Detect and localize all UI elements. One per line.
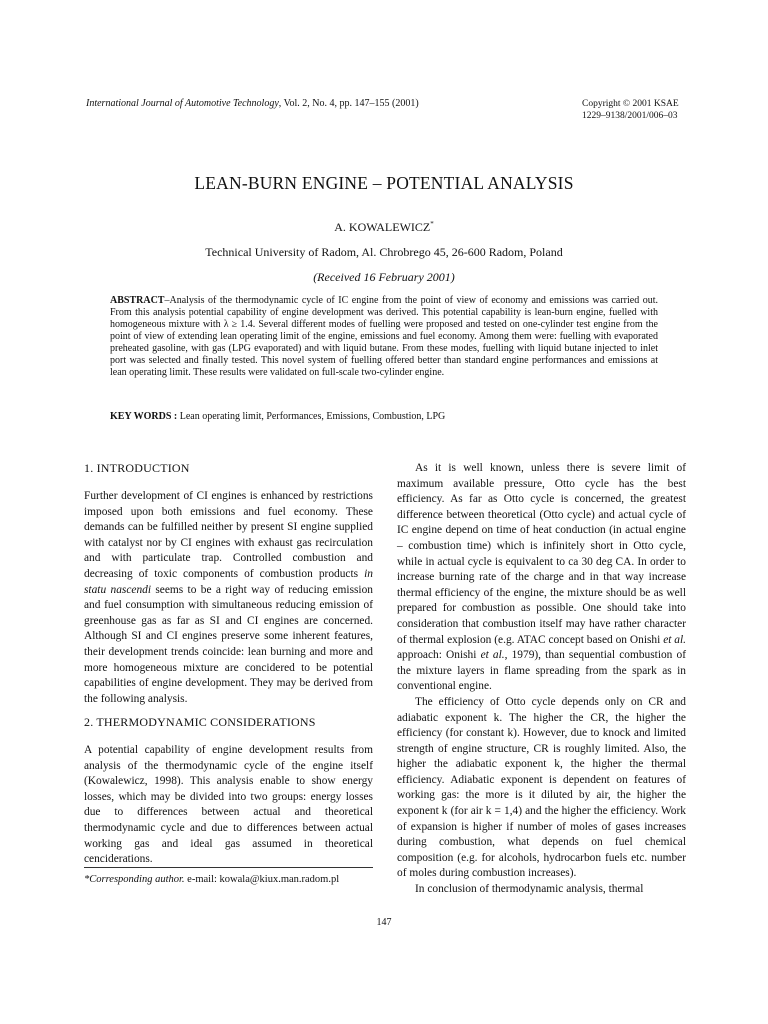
paragraph: The efficiency of Otto cycle depends only on CR and adiabatic exponent k. The higher the CR, the higher the efficiency (for constant k). However, due to knock and limited strength of engine structure, CR is roughly limited. Also, the higher the adiabatic exponent k, the higher the thermal efficiency. Adiabatic exponent is dependent on features of working gas: the more is it diluted by air, the higher the exponent k (for air k = 1,4) and the higher the efficiency. Work of expansion is higher if number of moles of gases increases during combustion, what depends on fuel chemical composition (e.g. for alcohols, hydrocarbon fuels etc. number of moles during combustion increases). bbox=[397, 695, 686, 880]
paragraph bbox=[84, 489, 373, 707]
footnote-label: *Corresponding author. bbox=[84, 874, 185, 885]
text-run: seems to be a right way of reducing emission and fuel consumption with simultaneous reducing emission of greenhouse gas as far as SI and CI engines are concerned. Although SI and CI engines preserve some inherent features, their development trends coincide: lean burning and more and more homogeneous mixture are concidered to be potential capabilities of engine development. They may be derived from the following analysis. bbox=[84, 583, 373, 705]
right-column-text bbox=[397, 461, 686, 898]
copyright-block bbox=[582, 98, 679, 122]
received-date: (Received 16 February 2001) bbox=[313, 270, 455, 284]
paragraph: In conclusion of thermodynamic analysis, thermal bbox=[415, 883, 644, 896]
keywords bbox=[110, 411, 658, 422]
paper-title: LEAN-BURN ENGINE – POTENTIAL ANALYSIS bbox=[194, 173, 574, 193]
corresponding-mark: * bbox=[430, 220, 434, 228]
abstract-text: –Analysis of the thermodynamic cycle of IC engine from the point of view of economy and emissions was carried out. From this analysis potential capability of engine development was derived. This potential capability is lean-burn engine, fuelled with homogeneous mixture with λ ≥ 1.4. Several different modes of fuelling were proposed and tested on one-cylinder test engine from the point of view of extending lean operating limit of the engine, emissions and fuel economy. Among them were: fuelling with evaporated preheated gasoline, with gas (LPG evaporated) and with liquid butane. From these modes, fuelling with liquid butane injected to inlet port was selected and finally tested. This novel system of fuelling offered better than standard engine performances and emissions at lean operating limit. These results were validated on full-scale two-cylinder engine. bbox=[110, 295, 658, 378]
issn-line: 1229–9138/2001/006–03 bbox=[582, 111, 678, 121]
thermodynamic-text bbox=[84, 743, 373, 868]
paragraph bbox=[397, 461, 686, 695]
text-run: approach: Onishi bbox=[397, 649, 481, 662]
footnote-divider bbox=[84, 867, 373, 868]
keywords-text: Lean operating limit, Performances, Emissions, Combustion, LPG bbox=[177, 411, 446, 422]
author bbox=[0, 220, 768, 235]
footnote-email: e-mail: kowala@kiux.man.radom.pl bbox=[184, 874, 340, 885]
page-number: 147 bbox=[376, 917, 392, 928]
text-run: , 1979), than sequential combustion of the mixture layers in flame spreading from the spark as in conventional engine. bbox=[397, 649, 686, 693]
abstract bbox=[110, 295, 658, 379]
italic-term: in statu nascendi bbox=[84, 567, 373, 596]
paragraph: A potential capability of engine development results from analysis of the thermodynamic cycle of the engine itself (Kowalewicz, 1998). This analysis enable to show energy losses, which may be divided into two groups: energy losses due to differences between actual and theoretical thermodynamic cycle and due to differences between actual working gas and ideal gas assumed in theoretical cenciderations. bbox=[84, 744, 373, 866]
section-heading-thermodynamic: 2. THERMODYNAMIC CONSIDERATIONS bbox=[84, 715, 316, 729]
italic-term: et al. bbox=[663, 633, 687, 646]
journal-name: International Journal of Automotive Technology bbox=[86, 98, 279, 109]
journal-citation bbox=[86, 98, 419, 109]
author-name: A. KOWALEWICZ bbox=[334, 220, 431, 234]
text-run: As it is well known, unless there is severe limit of maximum available pressure, Otto cycle has the best efficiency. As far as Otto cycle is concerned, the greatest difference between theoretical (Otto cycle) and actual cycle of IC engine depend on time of heat conduction (in actual engine – combustion time) which is infinitely short in Otto cycle, while in actual cycle is equivalent to ca 30 deg CA. In order to increase burning rate of the charge and in that way increase thermal efficiency of the engine, the mixture should be as well prepared for combustion as possible. One should take into consideration that combustion itself may have rather character of thermal explosion (e.g. ATAC concept based on Onishi bbox=[397, 462, 686, 646]
keywords-label: KEY WORDS : bbox=[110, 411, 178, 422]
journal-volume: , Vol. 2, No. 4, pp. 147–155 (2001) bbox=[278, 98, 419, 109]
text-run: Further development of CI engines is enhanced by restrictions imposed upon both emissions and fuel economy. These demands can be fulfilled neither by present SI engine supplied with catalyst nor by CI engines with exhaust gas recirculation and with particulate trap. Controlled combustion and decreasing of toxic components of combustion products bbox=[84, 490, 373, 580]
introduction-text bbox=[84, 489, 373, 707]
abstract-label: ABSTRACT bbox=[110, 295, 165, 306]
affiliation: Technical University of Radom, Al. Chrobrego 45, 26-600 Radom, Poland bbox=[205, 245, 563, 259]
section-heading-introduction: 1. INTRODUCTION bbox=[84, 461, 190, 475]
copyright-line: Copyright © 2001 KSAE bbox=[582, 99, 679, 109]
footnote bbox=[84, 874, 339, 885]
italic-term: et al. bbox=[480, 649, 505, 662]
